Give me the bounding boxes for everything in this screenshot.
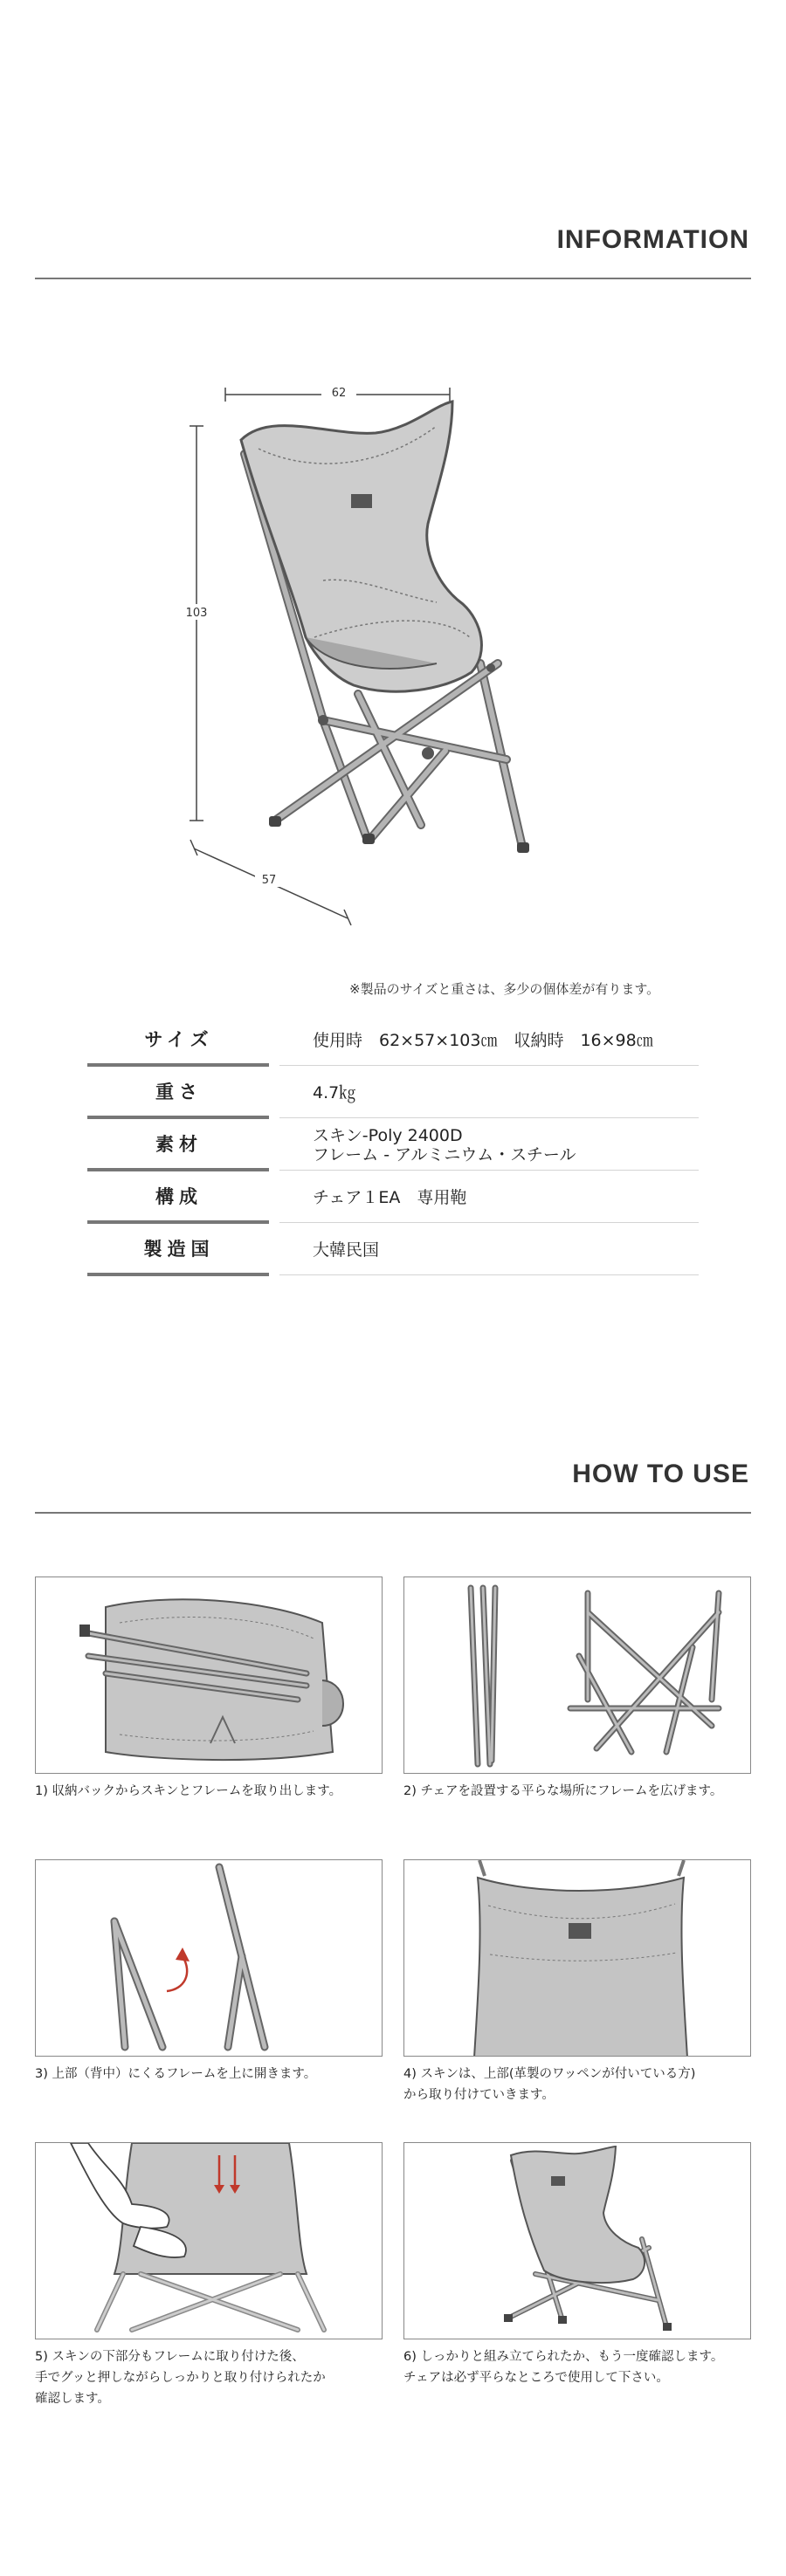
chair-illustration — [241, 402, 529, 853]
frame-spread-illustration — [404, 1577, 751, 1774]
back-frame-open-illustration — [36, 1860, 383, 2057]
step-1-caption: 1) 収納バックからスキンとフレームを取り出します。 — [35, 1784, 342, 1798]
step-6-caption: 6) しっかりと組み立てられたか、もう一度確認します。 チェアは必ず平らなところで使用して下さい。 — [403, 2350, 724, 2385]
skin-bottom-press-illustration — [36, 2143, 383, 2339]
spec-row-size — [87, 1016, 699, 1067]
step-1-image — [35, 1577, 383, 1774]
spec-value: チェア１EA 専用鞄 — [313, 1188, 467, 1207]
spec-label: 重さ — [155, 1082, 203, 1103]
spec-value: 大韓民国 — [313, 1240, 380, 1260]
step-6-image — [403, 2142, 751, 2339]
spec-label: 素材 — [155, 1134, 203, 1155]
information-title: INFORMATION — [556, 225, 749, 254]
skin-top-attach-illustration — [404, 1860, 751, 2057]
spec-value: 4.7㎏ — [313, 1083, 356, 1103]
open-arrow-icon — [167, 1956, 187, 1991]
step-2-caption: 2) チェアを設置する平らな場所にフレームを広げます。 — [403, 1784, 723, 1798]
assembled-chair-illustration — [404, 2143, 751, 2339]
logo-patch — [351, 494, 372, 508]
spec-label: 製造国 — [143, 1239, 215, 1260]
step-3-image — [35, 1859, 383, 2057]
step-5-image — [35, 2142, 383, 2339]
depth-label: 57 — [261, 874, 277, 887]
chair-dimension-diagram — [175, 375, 664, 934]
spec-label: 構成 — [155, 1186, 203, 1207]
spec-row-contents — [87, 1173, 699, 1224]
spec-row-origin — [87, 1226, 699, 1276]
howto-title: HOW TO USE — [572, 1460, 749, 1488]
step-5-caption: 5) スキンの下部分もフレームに取り付けた後、 手でグッと押しながらしっかりと取り付けられたか 確認します。 — [35, 2350, 326, 2406]
spec-label: サイズ — [144, 1029, 214, 1050]
information-divider — [35, 278, 751, 279]
spec-value: 使用時 62×57×103㎝ 収納時 16×98㎝ — [313, 1031, 653, 1050]
spec-row-material — [87, 1121, 699, 1171]
height-dimension — [190, 426, 203, 821]
folded-chair-illustration — [36, 1577, 383, 1774]
spec-row-weight — [87, 1068, 699, 1119]
spec-value: スキン-Poly 2400D フレーム - アルミニウム・スチール — [313, 1126, 576, 1164]
step-2-image — [403, 1577, 751, 1774]
size-weight-note: ※製品のサイズと重さは、多少の個体差が有ります。 — [349, 981, 660, 997]
leather-patch — [569, 1923, 591, 1939]
height-label: 103 — [185, 607, 208, 620]
step-3-caption: 3) 上部（背中）にくるフレームを上に開きます。 — [35, 2067, 317, 2081]
step-4-image — [403, 1859, 751, 2057]
step-4-caption: 4) スキンは、上部(革製のワッペンが付いている方) から取り付けていきます。 — [403, 2067, 696, 2102]
howto-divider — [35, 1512, 751, 1514]
width-label: 62 — [331, 387, 347, 400]
